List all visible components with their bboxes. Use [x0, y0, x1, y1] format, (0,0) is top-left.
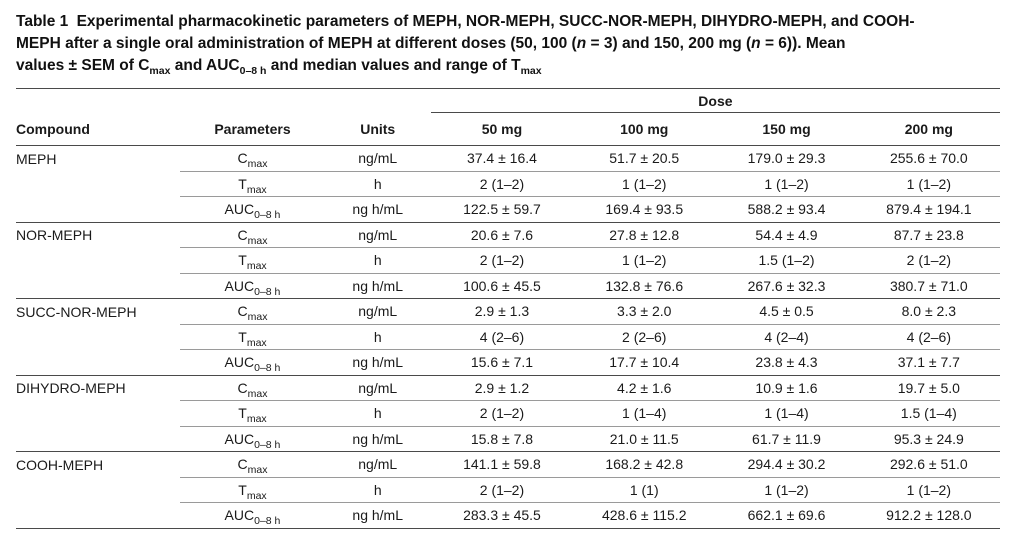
value-cell: 1 (1–2): [573, 248, 715, 274]
table-row: [16, 375, 1000, 401]
value-cell: 17.7 ± 10.4: [573, 350, 715, 376]
value-cell: 1 (1–2): [858, 171, 1000, 197]
value-cell: 588.2 ± 93.4: [715, 197, 857, 223]
parameter-symbol: T: [238, 175, 247, 192]
parameter-subscript: 0–8 h: [254, 362, 281, 375]
compound-cell: [16, 273, 180, 299]
table-row: [16, 452, 1000, 478]
parameter-cell: [180, 375, 324, 401]
parameter-cell: [180, 299, 324, 325]
value-cell: 27.8 ± 12.8: [573, 222, 715, 248]
table-row: [16, 350, 1000, 376]
compound-cell: [16, 248, 180, 274]
table-row: [16, 299, 1000, 325]
parameter-subscript: 0–8 h: [254, 438, 281, 451]
value-cell: 2 (1–2): [431, 248, 573, 274]
caption-sub-1: max: [149, 65, 171, 77]
value-cell: 37.1 ± 7.7: [858, 350, 1000, 376]
unit-cell: ng h/mL: [325, 503, 431, 529]
parameter-cell: [180, 426, 324, 452]
value-cell: 15.6 ± 7.1: [431, 350, 573, 376]
caption-text-2c: = 6)). Mean: [760, 35, 846, 52]
parameter-subscript: max: [246, 260, 267, 273]
caption-text-3b: and AUC: [170, 57, 240, 74]
parameter-subscript: 0–8 h: [254, 515, 281, 528]
parameter-symbol: C: [237, 226, 248, 243]
value-cell: 2 (1–2): [431, 477, 573, 503]
value-cell: 4.5 ± 0.5: [715, 299, 857, 325]
parameter-subscript: max: [247, 311, 268, 324]
value-cell: 2 (1–2): [858, 248, 1000, 274]
table-row: [16, 477, 1000, 503]
header-row-columns: [16, 113, 1000, 146]
compound-cell: [16, 477, 180, 503]
header-dose-50: 50 mg: [481, 121, 523, 137]
unit-cell: ng/mL: [325, 299, 431, 325]
header-compound: Compound: [16, 120, 90, 137]
header-dose-150: 150 mg: [762, 121, 811, 137]
parameter-cell: [180, 477, 324, 503]
unit-cell: h: [325, 401, 431, 427]
parameter-subscript: 0–8 h: [254, 209, 281, 222]
compound-cell: NOR-MEPH: [16, 222, 180, 248]
value-cell: 87.7 ± 23.8: [858, 222, 1000, 248]
value-cell: 1 (1–2): [858, 477, 1000, 503]
value-cell: 4.2 ± 1.6: [573, 375, 715, 401]
parameter-symbol: T: [238, 328, 247, 345]
table-row: [16, 273, 1000, 299]
header-units: Units: [360, 120, 396, 137]
compound-cell: DIHYDRO-MEPH: [16, 375, 180, 401]
value-cell: 19.7 ± 5.0: [858, 375, 1000, 401]
parameter-subscript: 0–8 h: [254, 285, 281, 298]
table-row: [16, 426, 1000, 452]
parameter-symbol: AUC: [224, 354, 255, 371]
compound-cell: [16, 426, 180, 452]
parameter-cell: [180, 452, 324, 478]
table-body: [16, 146, 1000, 529]
value-cell: 61.7 ± 11.9: [715, 426, 857, 452]
unit-cell: ng/mL: [325, 222, 431, 248]
value-cell: 122.5 ± 59.7: [431, 197, 573, 223]
value-cell: 1 (1–4): [715, 401, 857, 427]
table-row: [16, 197, 1000, 223]
value-cell: 1.5 (1–2): [715, 248, 857, 274]
compound-cell: [16, 350, 180, 376]
parameter-subscript: max: [247, 464, 268, 477]
compound-cell: [16, 503, 180, 529]
value-cell: 169.4 ± 93.5: [573, 197, 715, 223]
caption-text-2b: = 3) and 150, 200 mg (: [586, 35, 752, 52]
value-cell: 267.6 ± 32.3: [715, 273, 857, 299]
value-cell: 1 (1–2): [715, 477, 857, 503]
value-cell: 283.3 ± 45.5: [431, 503, 573, 529]
unit-cell: h: [325, 171, 431, 197]
caption-text-3c: and median values and range of T: [266, 57, 521, 74]
table-caption: [16, 11, 1006, 77]
table-row: [16, 146, 1000, 172]
parameter-symbol: C: [237, 303, 248, 320]
compound-cell: [16, 171, 180, 197]
value-cell: 1 (1): [573, 477, 715, 503]
value-cell: 20.6 ± 7.6: [431, 222, 573, 248]
value-cell: 168.2 ± 42.8: [573, 452, 715, 478]
value-cell: 4 (2–6): [431, 324, 573, 350]
header-dose-100: 100 mg: [620, 121, 669, 137]
value-cell: 100.6 ± 45.5: [431, 273, 573, 299]
unit-cell: ng/mL: [325, 146, 431, 172]
value-cell: 15.8 ± 7.8: [431, 426, 573, 452]
header-row-dose: [16, 89, 1000, 113]
table-row: [16, 171, 1000, 197]
parameter-symbol: AUC: [224, 277, 255, 294]
parameter-symbol: C: [237, 456, 248, 473]
parameter-symbol: T: [238, 252, 247, 269]
parameter-symbol: AUC: [224, 507, 255, 524]
value-cell: 23.8 ± 4.3: [715, 350, 857, 376]
value-cell: 3.3 ± 2.0: [573, 299, 715, 325]
compound-cell: [16, 324, 180, 350]
parameter-cell: [180, 248, 324, 274]
parameter-subscript: max: [246, 336, 267, 349]
header-dose-200: 200 mg: [904, 121, 953, 137]
value-cell: 132.8 ± 76.6: [573, 273, 715, 299]
caption-sub-2: 0–8 h: [239, 65, 267, 77]
unit-cell: ng h/mL: [325, 350, 431, 376]
parameter-cell: [180, 324, 324, 350]
unit-cell: ng h/mL: [325, 426, 431, 452]
table-row: [16, 248, 1000, 274]
parameter-cell: [180, 146, 324, 172]
header-spacer-3: [325, 89, 431, 113]
value-cell: 2.9 ± 1.3: [431, 299, 573, 325]
parameter-symbol: C: [237, 150, 248, 167]
header-spacer-1: [16, 89, 180, 113]
parameter-subscript: max: [246, 489, 267, 502]
header-spacer-2: [180, 89, 324, 113]
value-cell: 54.4 ± 4.9: [715, 222, 857, 248]
value-cell: 1.5 (1–4): [858, 401, 1000, 427]
header-parameters: Parameters: [214, 120, 291, 137]
unit-cell: ng h/mL: [325, 197, 431, 223]
caption-line-1: [16, 11, 1006, 33]
compound-cell: [16, 197, 180, 223]
table-row: [16, 324, 1000, 350]
parameter-symbol: AUC: [224, 201, 255, 218]
parameter-cell: [180, 171, 324, 197]
parameter-subscript: max: [247, 387, 268, 400]
value-cell: 4 (2–6): [858, 324, 1000, 350]
value-cell: 10.9 ± 1.6: [715, 375, 857, 401]
parameter-symbol: T: [238, 405, 247, 422]
value-cell: 428.6 ± 115.2: [573, 503, 715, 529]
value-cell: 21.0 ± 11.5: [573, 426, 715, 452]
caption-text-2a: MEPH after a single oral administration of MEPH at different doses (50, 100 (: [16, 35, 577, 52]
unit-cell: ng h/mL: [325, 273, 431, 299]
parameter-symbol: T: [238, 481, 247, 498]
caption-sub-3: max: [520, 65, 542, 77]
value-cell: 2.9 ± 1.2: [431, 375, 573, 401]
parameter-cell: [180, 503, 324, 529]
value-cell: 51.7 ± 20.5: [573, 146, 715, 172]
table-row: [16, 222, 1000, 248]
parameter-cell: [180, 222, 324, 248]
parameter-cell: [180, 350, 324, 376]
unit-cell: h: [325, 248, 431, 274]
parameter-symbol: C: [237, 379, 248, 396]
value-cell: 141.1 ± 59.8: [431, 452, 573, 478]
value-cell: 8.0 ± 2.3: [858, 299, 1000, 325]
parameter-cell: [180, 401, 324, 427]
caption-line-2: [16, 33, 1006, 55]
value-cell: 2 (1–2): [431, 401, 573, 427]
unit-cell: ng/mL: [325, 375, 431, 401]
value-cell: 1 (1–2): [573, 171, 715, 197]
parameter-subscript: max: [246, 183, 267, 196]
value-cell: 4 (2–4): [715, 324, 857, 350]
dose-header: Dose: [431, 89, 1000, 113]
value-cell: 2 (1–2): [431, 171, 573, 197]
value-cell: 179.0 ± 29.3: [715, 146, 857, 172]
parameter-subscript: max: [247, 234, 268, 247]
compound-cell: MEPH: [16, 146, 180, 172]
value-cell: 294.4 ± 30.2: [715, 452, 857, 478]
value-cell: 2 (2–6): [573, 324, 715, 350]
value-cell: 1 (1–4): [573, 401, 715, 427]
unit-cell: ng/mL: [325, 452, 431, 478]
unit-cell: h: [325, 324, 431, 350]
table-row: [16, 503, 1000, 529]
caption-text-1: Experimental pharmacokinetic parameters of MEPH, NOR-MEPH, SUCC-NOR-MEPH, DIHYDRO-MEPH, and COOH-: [76, 13, 915, 30]
value-cell: 37.4 ± 16.4: [431, 146, 573, 172]
table-label: Table 1: [16, 13, 69, 30]
parameter-symbol: AUC: [224, 430, 255, 447]
compound-cell: SUCC-NOR-MEPH: [16, 299, 180, 325]
parameter-subscript: max: [246, 413, 267, 426]
value-cell: 662.1 ± 69.6: [715, 503, 857, 529]
caption-n-1: n: [576, 35, 587, 52]
value-cell: 1 (1–2): [715, 171, 857, 197]
compound-cell: [16, 401, 180, 427]
value-cell: 380.7 ± 71.0: [858, 273, 1000, 299]
pk-parameters-table: [16, 88, 1000, 529]
value-cell: 95.3 ± 24.9: [858, 426, 1000, 452]
unit-cell: h: [325, 477, 431, 503]
parameter-cell: [180, 197, 324, 223]
caption-line-3: [16, 55, 1006, 77]
value-cell: 912.2 ± 128.0: [858, 503, 1000, 529]
value-cell: 879.4 ± 194.1: [858, 197, 1000, 223]
caption-n-2: n: [751, 35, 761, 52]
parameter-subscript: max: [247, 158, 268, 171]
table-row: [16, 401, 1000, 427]
compound-cell: COOH-MEPH: [16, 452, 180, 478]
parameter-cell: [180, 273, 324, 299]
value-cell: 292.6 ± 51.0: [858, 452, 1000, 478]
caption-text-3a: values ± SEM of C: [16, 57, 150, 74]
value-cell: 255.6 ± 70.0: [858, 146, 1000, 172]
